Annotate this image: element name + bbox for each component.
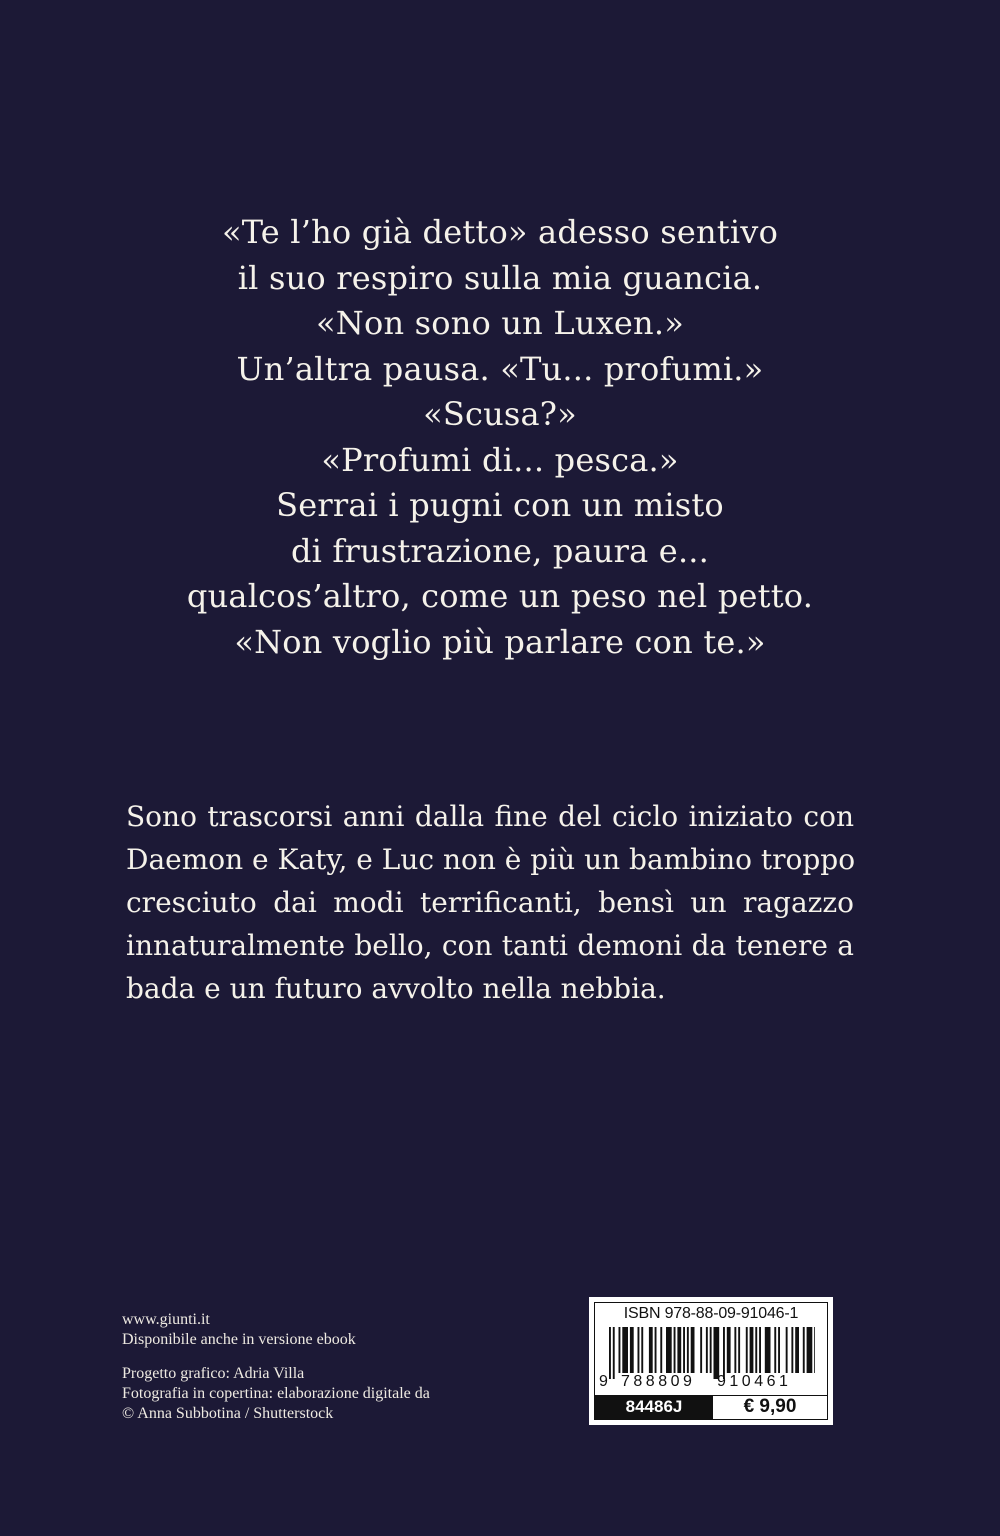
credits-spacer [122,1350,430,1364]
barcode-digits-right: 910461 [717,1373,792,1390]
barcode-bar [687,1327,689,1373]
isbn-number: ISBN 978-88-09-91046-1 [623,1305,799,1322]
barcode-bar [774,1327,776,1373]
blurb-line: bada e un futuro avvolto nella nebbia. [126,972,666,1005]
barcode-bar [710,1327,712,1373]
barcode-frame [594,1302,828,1420]
barcode-bars [609,1327,815,1379]
barcode-bar [734,1327,736,1373]
barcode-bar [655,1327,657,1373]
quote-line: qualcos’altro, come un peso nel petto. [186,577,814,615]
quote-line: «Non voglio più parlare con te.» [234,622,766,661]
barcode-bar [609,1327,611,1379]
barcode-bar [641,1327,643,1373]
barcode-bar [723,1327,725,1379]
barcode-bar [750,1327,754,1373]
barcode-bar [677,1327,681,1373]
barcode-bar [674,1327,676,1373]
barcode-bar [691,1327,695,1373]
barcode-bar [803,1327,805,1373]
barcode-bar [738,1327,740,1373]
barcode-bar [700,1327,702,1373]
blurb-line: Sono trascorsi anni dalla fine del ciclo iniziato con [126,800,854,833]
price-row [595,1395,827,1419]
barcode-bar [649,1327,653,1373]
barcode-bar [807,1327,813,1373]
barcode-bar [765,1327,771,1373]
barcode-digits-left: 788809 [621,1373,696,1390]
barcode-bar [706,1327,708,1373]
barcode-bar [814,1327,815,1373]
photo-credit: Fotografia in copertina: elaborazione digitale da [122,1385,430,1402]
barcode-bar [613,1327,615,1379]
barcode-bar [786,1327,788,1373]
barcode-digit-first: 9 [599,1373,608,1390]
barcode-bar [759,1327,761,1373]
book-blurb [126,795,854,1010]
barcode-bar [619,1327,621,1373]
blurb-line: cresciuto dai modi terrificanti, bensì un ragazzo [126,886,854,919]
barcode-bar [746,1327,748,1373]
publisher-website: www.giunti.it [122,1311,210,1328]
price: € 9,90 [743,1396,797,1417]
design-credit: Progetto grafico: Adria Villa [122,1365,305,1382]
quote-line: Serrai i pugni con un misto [276,486,724,524]
barcode-bar [660,1327,662,1373]
barcode-bar [622,1327,628,1373]
quote-line: di frustrazione, paura e... [290,531,710,570]
barcode-bar [714,1327,720,1379]
quote-line: «Scusa?» [423,395,577,433]
barcode-bar [683,1327,685,1373]
barcode-bar [727,1327,731,1373]
barcode-bar [666,1327,672,1373]
copyright-credit: © Anna Subbotina / Shutterstock [122,1405,334,1422]
blurb-line: innaturalmente bello, con tanti demoni da tenere a [126,929,854,962]
blurb-line: Daemon e Katy, e Luc non è più un bambino troppo [126,843,856,876]
quote-line: «Non sono un Luxen.» [316,304,684,342]
quote-line: il suo respiro sulla mia guancia. [237,258,763,297]
barcode-bar [638,1327,640,1373]
barcode-bar [755,1327,757,1373]
quote-line: Un’altra pausa. «Tu... profumi.» [236,349,764,388]
barcode-bar [795,1327,799,1373]
excerpt-quote [0,210,1000,665]
publisher-credits [122,1310,430,1424]
barcode-bar [778,1327,780,1373]
product-code: 84486J [595,1396,713,1419]
barcode-label [589,1297,833,1425]
barcode-bar [791,1327,793,1373]
ebook-note: Disponibile anche in versione ebook [122,1331,356,1348]
quote-line: «Te l’ho già detto» adesso sentivo [221,213,779,251]
barcode-bar [630,1327,634,1373]
quote-line: «Profumi di... pesca.» [321,440,679,479]
